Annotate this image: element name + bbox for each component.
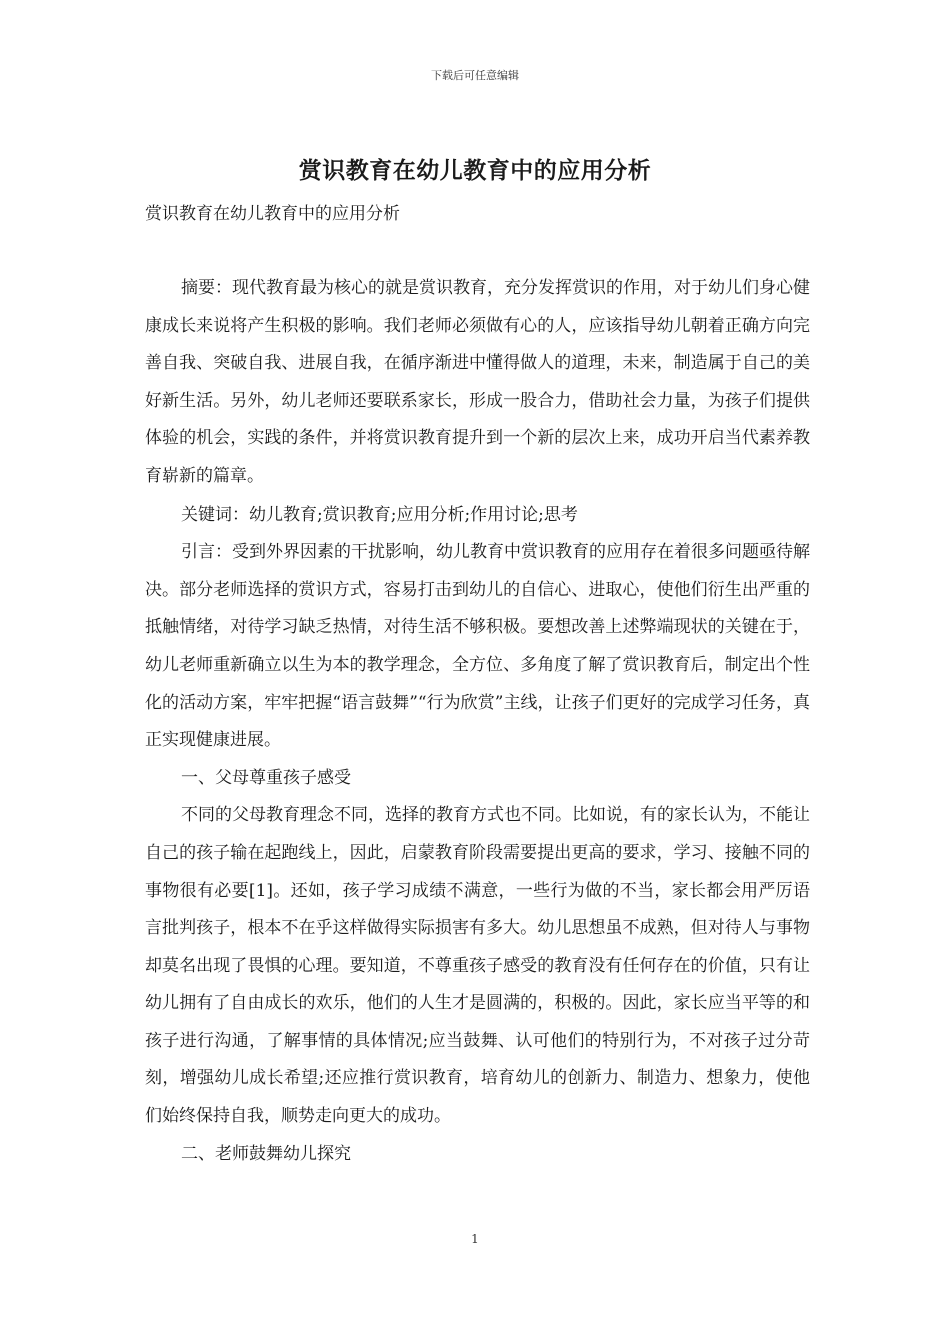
introduction-paragraph: 引言：受到外界因素的干扰影响，幼儿教育中赏识教育的应用存在着很多问题亟待解决。部分老师选择的赏识方式，容易打击到幼儿的自信心、进取心，使他们衍生出严重的抵触情绪，对待学习缺乏热情，对待生活不够积极。要想改善上述弊端现状的关键在于，幼儿老师重新确立以生为本的教学理念，全方位、多角度了解了赏识教育后，制定出个性化的活动方案，牢牢把握“语言鼓舞”“行为欣赏”主线，让孩子们更好的完成学习任务，真正实现健康进展。 [145,542,810,751]
header-note: 下载后可任意编辑 [431,69,519,82]
document-subtitle: 赏识教育在幼儿教育中的应用分析 [145,204,400,224]
section-1-paragraph: 不同的父母教育理念不同，选择的教育方式也不同。比如说，有的家长认为，不能让自己的孩子输在起跑线上，因此，启蒙教育阶段需要提出更高的要求，学习、接触不同的事物很有必要[1]。还如，孩子学习成绩不满意，一些行为做的不当，家长都会用严厉语言批判孩子，根本不在乎这样做得实际损害有多大。幼儿思想虽不成熟，但对待人与事物却莫名出现了畏惧的心理。要知道，不尊重孩子感受的教育没有任何存在的价值，只有让幼儿拥有了自由成长的欢乐，他们的人生才是圆满的，积极的。因此，家长应当平等的和孩子进行沟通，了解事情的具体情况;应当鼓舞、认可他们的特别行为，不对孩子过分苛刻，增强幼儿成长希望;还应推行赏识教育，培育幼儿的创新力、制造力、想象力，使他们始终保持自我，顺势走向更大的成功。 [145,805,810,1127]
body-text [145,270,810,1173]
section-heading-1: 一、父母尊重孩子感受 [181,767,351,788]
abstract-paragraph: 摘要：现代教育最为核心的就是赏识教育，充分发挥赏识的作用，对于幼儿们身心健康成长来说将产生积极的影响。我们老师必须做有心的人，应该指导幼儿朝着正确方向完善自我、突破自我、进展自我，在循序渐进中懂得做人的道理，未来，制造属于自己的美好新生活。另外，幼儿老师还要联系家长，形成一股合力，借助社会力量，为孩子们提供体验的机会，实践的条件，并将赏识教育提升到一个新的层次上来，成功开启当代素养教育崭新的篇章。 [145,278,810,486]
page-number: 1 [471,1232,479,1246]
document-title: 赏识教育在幼儿教育中的应用分析 [298,158,652,184]
section-heading-2: 二、老师鼓舞幼儿探究 [181,1143,351,1164]
keywords-paragraph: 关键词：幼儿教育;赏识教育;应用分析;作用讨论;思考 [181,504,578,525]
